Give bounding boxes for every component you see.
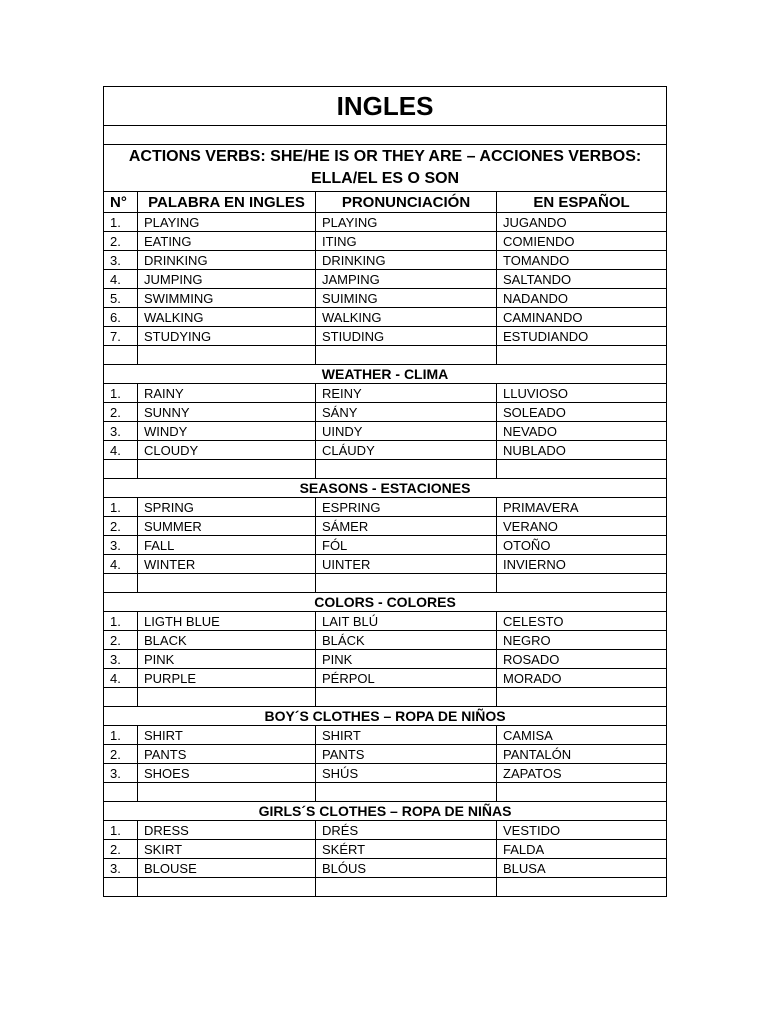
cell-english: SKIRT: [138, 840, 316, 859]
table-row: [104, 498, 667, 517]
cell-spanish: NADANDO: [497, 289, 667, 308]
cell-number: 4.: [104, 270, 138, 289]
cell-english: EATING: [138, 232, 316, 251]
cell-pronunciation: PANTS: [316, 745, 497, 764]
cell-english: SHIRT: [138, 726, 316, 745]
cell-number: 1.: [104, 384, 138, 403]
table-row: [104, 821, 667, 840]
table-row: [104, 536, 667, 555]
section-heading-row: [104, 479, 667, 498]
cell-spanish: PANTALÓN: [497, 745, 667, 764]
cell-number: 4.: [104, 555, 138, 574]
cell-spanish: LLUVIOSO: [497, 384, 667, 403]
cell-number: 2.: [104, 631, 138, 650]
cell-number: 1.: [104, 612, 138, 631]
table-row: [104, 403, 667, 422]
cell-english: RAINY: [138, 384, 316, 403]
cell-english: SHOES: [138, 764, 316, 783]
cell-spanish: SALTANDO: [497, 270, 667, 289]
cell-number: 3.: [104, 536, 138, 555]
cell-number: 1.: [104, 821, 138, 840]
cell-pronunciation: LAIT BLÚ: [316, 612, 497, 631]
cell-english: SPRING: [138, 498, 316, 517]
table-row: [104, 650, 667, 669]
cell-pronunciation: CLÁUDY: [316, 441, 497, 460]
cell-english: JUMPING: [138, 270, 316, 289]
empty-row: [104, 574, 667, 593]
header-english: PALABRA EN INGLES: [138, 192, 316, 213]
empty-cell: [316, 574, 497, 593]
section-heading: GIRLS´S CLOTHES – ROPA DE NIÑAS: [104, 802, 667, 821]
section-heading: WEATHER - CLIMA: [104, 365, 667, 384]
cell-pronunciation: SÁNY: [316, 403, 497, 422]
section-heading-row: [104, 593, 667, 612]
empty-cell: [138, 783, 316, 802]
cell-english: BLACK: [138, 631, 316, 650]
page-title: INGLES: [104, 87, 667, 126]
table-row: [104, 859, 667, 878]
cell-spanish: NUBLADO: [497, 441, 667, 460]
table-row: [104, 764, 667, 783]
table-row: [104, 251, 667, 270]
cell-spanish: PRIMAVERA: [497, 498, 667, 517]
cell-number: 2.: [104, 403, 138, 422]
empty-row: [104, 688, 667, 707]
cell-spanish: MORADO: [497, 669, 667, 688]
empty-cell: [316, 460, 497, 479]
table-row: [104, 669, 667, 688]
cell-english: PINK: [138, 650, 316, 669]
empty-cell: [138, 346, 316, 365]
empty-row: [104, 346, 667, 365]
cell-spanish: ESTUDIANDO: [497, 327, 667, 346]
empty-cell: [497, 688, 667, 707]
table-row: [104, 308, 667, 327]
empty-cell: [104, 783, 138, 802]
table-row: [104, 517, 667, 536]
cell-number: 3.: [104, 764, 138, 783]
cell-english: BLOUSE: [138, 859, 316, 878]
cell-number: 3.: [104, 251, 138, 270]
header-number: N°: [104, 192, 138, 213]
cell-english: PLAYING: [138, 213, 316, 232]
cell-english: PURPLE: [138, 669, 316, 688]
empty-cell: [138, 574, 316, 593]
cell-pronunciation: ITING: [316, 232, 497, 251]
cell-pronunciation: UINTER: [316, 555, 497, 574]
cell-english: STUDYING: [138, 327, 316, 346]
empty-cell: [497, 574, 667, 593]
cell-english: SWIMMING: [138, 289, 316, 308]
cell-number: 2.: [104, 517, 138, 536]
cell-spanish: VESTIDO: [497, 821, 667, 840]
cell-number: 5.: [104, 289, 138, 308]
empty-cell: [497, 346, 667, 365]
empty-cell: [104, 688, 138, 707]
empty-cell: [104, 460, 138, 479]
cell-english: SUNNY: [138, 403, 316, 422]
table-row: [104, 745, 667, 764]
cell-spanish: CELESTO: [497, 612, 667, 631]
cell-spanish: ZAPATOS: [497, 764, 667, 783]
table-row: [104, 631, 667, 650]
cell-english: WINDY: [138, 422, 316, 441]
cell-pronunciation: WALKING: [316, 308, 497, 327]
cell-spanish: INVIERNO: [497, 555, 667, 574]
empty-cell: [138, 878, 316, 897]
cell-pronunciation: STIUDING: [316, 327, 497, 346]
cell-number: 4.: [104, 441, 138, 460]
empty-cell: [138, 460, 316, 479]
cell-spanish: FALDA: [497, 840, 667, 859]
cell-spanish: JUGANDO: [497, 213, 667, 232]
section-heading: SEASONS - ESTACIONES: [104, 479, 667, 498]
header-pronunciation: PRONUNCIACIÓN: [316, 192, 497, 213]
cell-english: DRESS: [138, 821, 316, 840]
empty-row: [104, 878, 667, 897]
cell-number: 2.: [104, 745, 138, 764]
empty-cell: [316, 346, 497, 365]
vocabulary-sheet: [103, 86, 666, 897]
cell-spanish: TOMANDO: [497, 251, 667, 270]
cell-number: 1.: [104, 498, 138, 517]
cell-pronunciation: SUIMING: [316, 289, 497, 308]
table-row: [104, 840, 667, 859]
cell-pronunciation: PÉRPOL: [316, 669, 497, 688]
cell-english: PANTS: [138, 745, 316, 764]
cell-pronunciation: DRÉS: [316, 821, 497, 840]
cell-english: WALKING: [138, 308, 316, 327]
cell-pronunciation: SÁMER: [316, 517, 497, 536]
empty-cell: [104, 346, 138, 365]
table-row: [104, 289, 667, 308]
cell-number: 3.: [104, 859, 138, 878]
cell-number: 1.: [104, 726, 138, 745]
cell-spanish: VERANO: [497, 517, 667, 536]
empty-cell: [497, 783, 667, 802]
cell-number: 2.: [104, 232, 138, 251]
cell-pronunciation: BLÁCK: [316, 631, 497, 650]
table-row: [104, 270, 667, 289]
cell-pronunciation: SHIRT: [316, 726, 497, 745]
cell-spanish: CAMINANDO: [497, 308, 667, 327]
empty-cell: [316, 688, 497, 707]
header-spanish: EN ESPAÑOL: [497, 192, 667, 213]
cell-english: LIGTH BLUE: [138, 612, 316, 631]
cell-spanish: CAMISA: [497, 726, 667, 745]
cell-spanish: SOLEADO: [497, 403, 667, 422]
section-heading-row: [104, 707, 667, 726]
cell-pronunciation: SKÉRT: [316, 840, 497, 859]
empty-cell: [104, 574, 138, 593]
cell-number: 2.: [104, 840, 138, 859]
empty-row: [104, 783, 667, 802]
header-row: [104, 192, 667, 213]
cell-number: 7.: [104, 327, 138, 346]
cell-english: WINTER: [138, 555, 316, 574]
table-row: [104, 555, 667, 574]
cell-pronunciation: REINY: [316, 384, 497, 403]
cell-english: SUMMER: [138, 517, 316, 536]
title-row: [104, 87, 667, 126]
cell-english: FALL: [138, 536, 316, 555]
cell-spanish: OTOÑO: [497, 536, 667, 555]
table-row: [104, 612, 667, 631]
cell-english: CLOUDY: [138, 441, 316, 460]
section-heading: COLORS - COLORES: [104, 593, 667, 612]
cell-pronunciation: SHÚS: [316, 764, 497, 783]
cell-spanish: ROSADO: [497, 650, 667, 669]
table-row: [104, 327, 667, 346]
cell-spanish: NEGRO: [497, 631, 667, 650]
table-row: [104, 384, 667, 403]
cell-pronunciation: ESPRING: [316, 498, 497, 517]
empty-cell: [104, 878, 138, 897]
vocabulary-table: [103, 86, 667, 897]
table-row: [104, 422, 667, 441]
table-row: [104, 441, 667, 460]
cell-spanish: COMIENDO: [497, 232, 667, 251]
empty-cell: [316, 878, 497, 897]
spacer-row: [104, 126, 667, 145]
table-row: [104, 232, 667, 251]
cell-pronunciation: DRINKING: [316, 251, 497, 270]
cell-number: 3.: [104, 650, 138, 669]
section-heading-row: [104, 802, 667, 821]
empty-cell: [497, 878, 667, 897]
empty-row: [104, 460, 667, 479]
empty-cell: [138, 688, 316, 707]
cell-pronunciation: FÓL: [316, 536, 497, 555]
subtitle-row: [104, 145, 667, 192]
section-subtitle: ACTIONS VERBS: SHE/HE IS OR THEY ARE – ACCIONES VERBOS: ELLA/EL ES O SON: [104, 145, 667, 192]
cell-spanish: BLUSA: [497, 859, 667, 878]
cell-number: 3.: [104, 422, 138, 441]
empty-cell: [497, 460, 667, 479]
table-row: [104, 213, 667, 232]
cell-english: DRINKING: [138, 251, 316, 270]
empty-cell: [316, 783, 497, 802]
cell-pronunciation: PINK: [316, 650, 497, 669]
cell-number: 1.: [104, 213, 138, 232]
cell-pronunciation: PLAYING: [316, 213, 497, 232]
cell-pronunciation: JAMPING: [316, 270, 497, 289]
section-heading-row: [104, 365, 667, 384]
cell-spanish: NEVADO: [497, 422, 667, 441]
cell-number: 4.: [104, 669, 138, 688]
cell-number: 6.: [104, 308, 138, 327]
cell-pronunciation: BLÓUS: [316, 859, 497, 878]
section-heading: BOY´S CLOTHES – ROPA DE NIÑOS: [104, 707, 667, 726]
table-row: [104, 726, 667, 745]
cell-pronunciation: UINDY: [316, 422, 497, 441]
